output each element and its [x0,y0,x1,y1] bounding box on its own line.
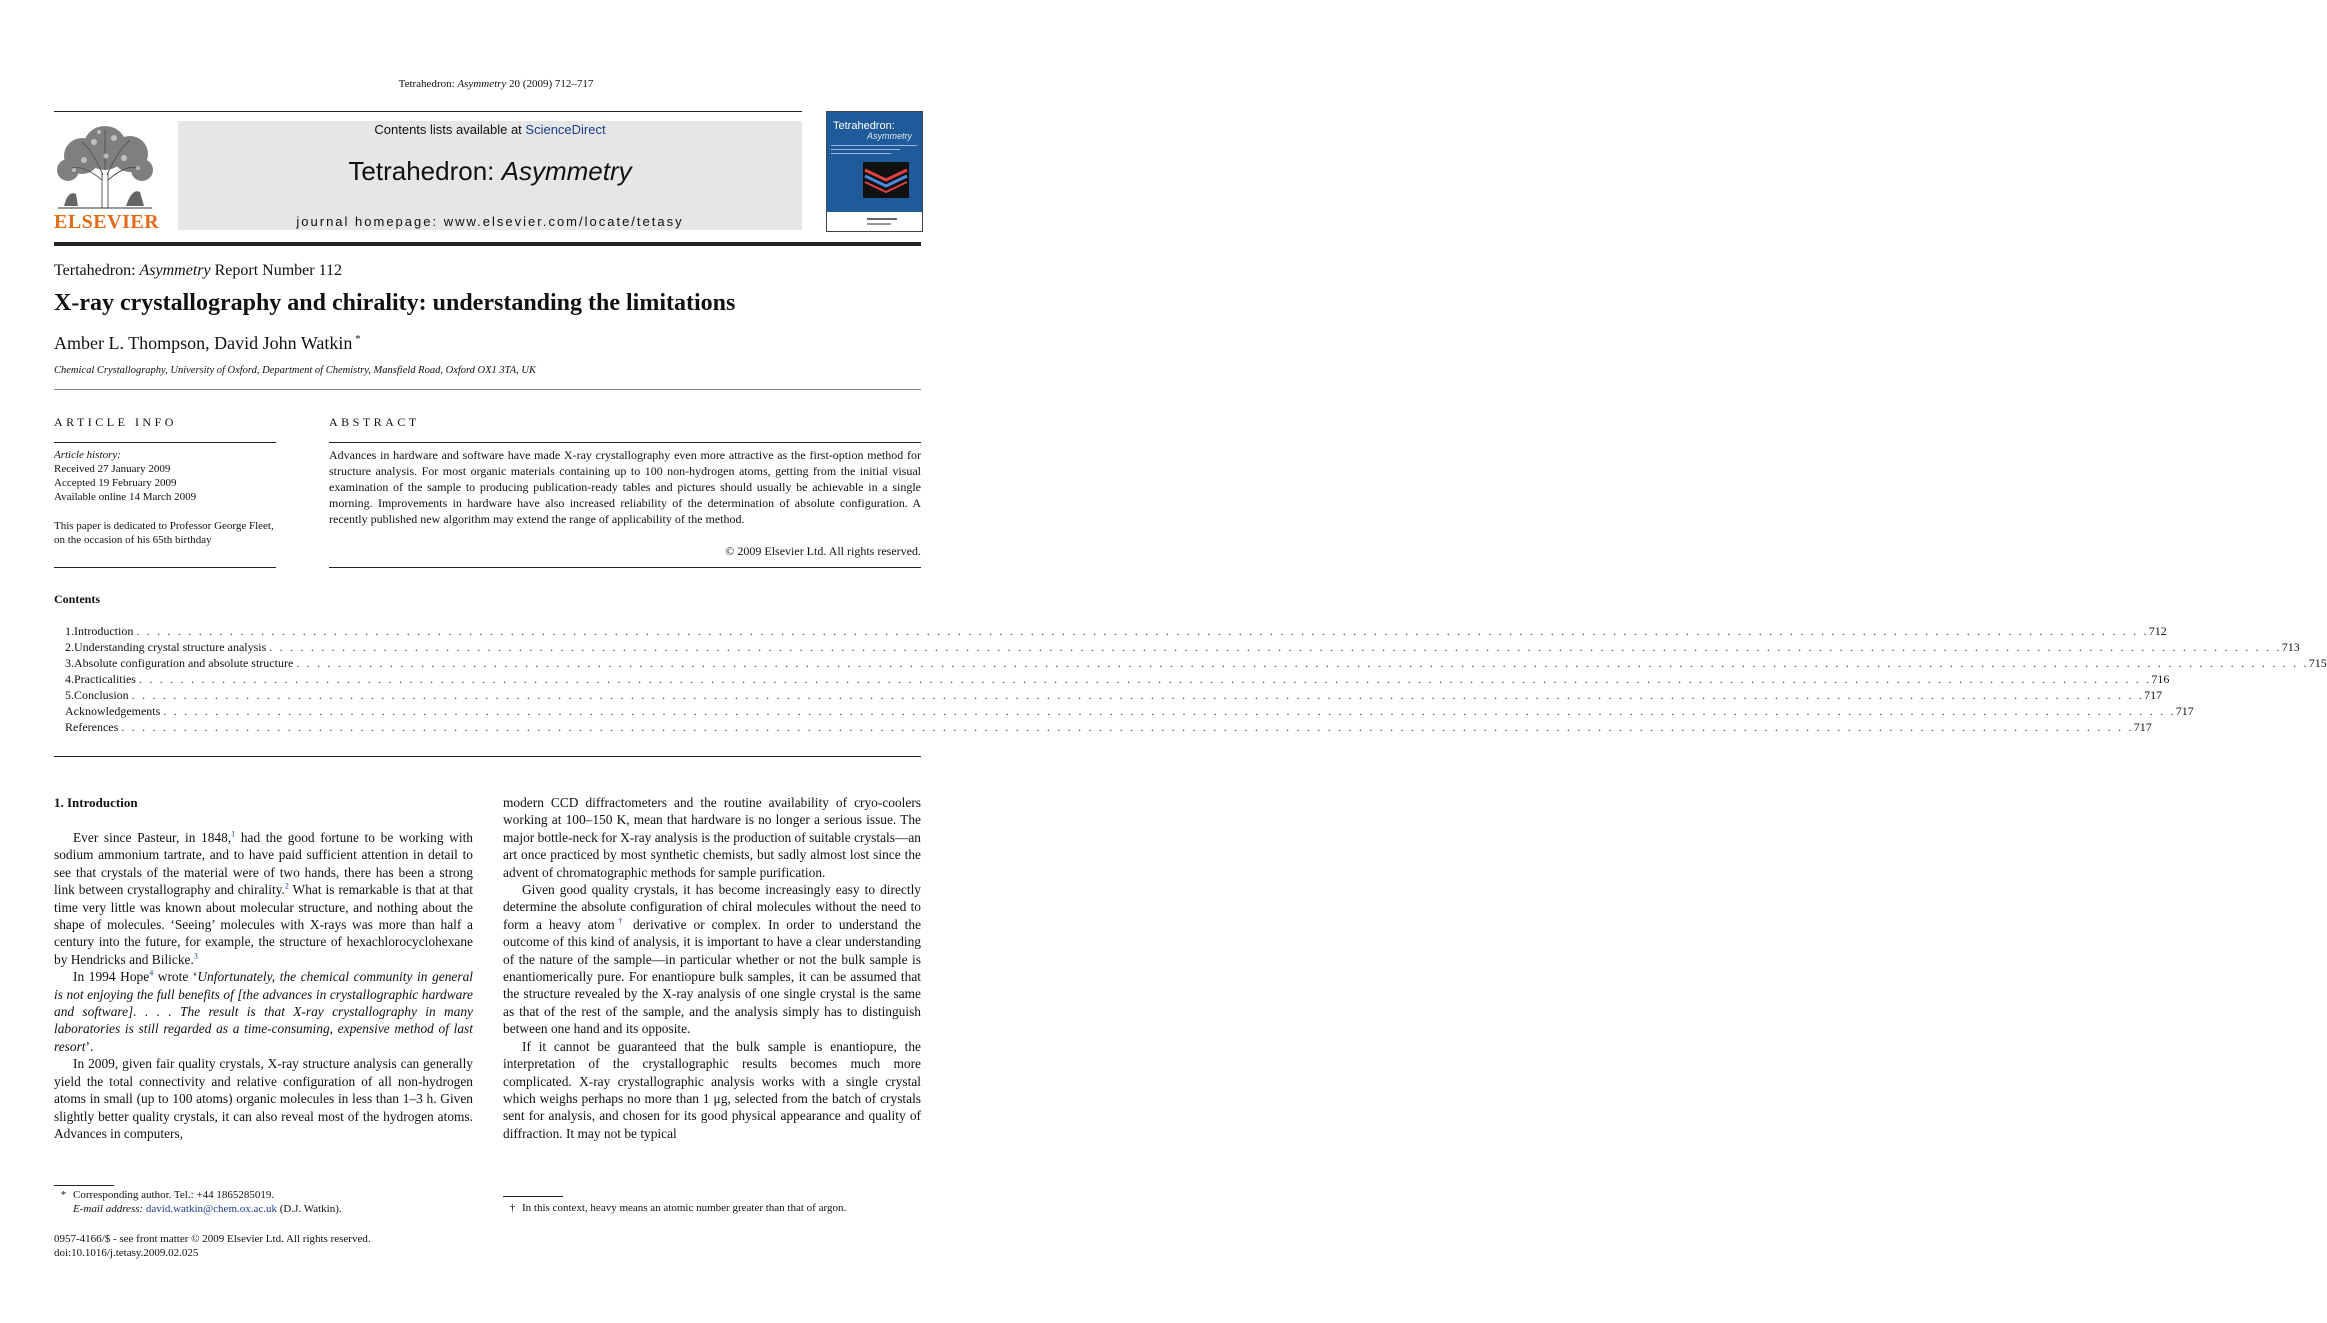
contents-available: Contents lists available at ScienceDirect [374,122,606,137]
front-matter: 0957-4166/$ - see front matter © 2009 Elsevier Ltd. All rights reserved. doi:10.1016/j.tetasy.2009.02.025 [54,1232,473,1260]
toc-entry[interactable]: References . . . . . . . . . . . . . . . . . . . . . . . . . . . . . . . . . . . . . . . . . . . . . . . . . . . . . . . . . . . . . . . . . . . . . . . . . . . . . . . . . . . . . . . . . . . . . . . . . . . . . . . . . . . . . . . . . . . . . . . . . . . . . . . . . . . . . . . . . . . . . . . . . . . . . . . . . . . . . . . . . . . . . . . . . . . . . . . . . . . . . . . . . . . . . . . . . . 717 [65,720,2152,734]
paragraph: If it cannot be guaranteed that the bulk sample is enantiopure, the interpretation of the crystallographic results becomes much more complicated. X-ray crystallographic analysis works with a single crystal which weighs perhaps no more than 1 μg, selected from the batch of crystals sent for analysis, and chosen for its good physical appearance and quality of diffraction. It may not be typical [503,1038,921,1141]
abstract-text: Advances in hardware and software have made X-ray crystallography even more attractive as the first-option method for structure analysis. For most organic materials containing up to 100 non-hydrogen atoms, getting from the initial visual examination of the sample to producing publication-ready tables and pictures should usually be achievable in a single morning. Improvements in hardware have also increased reliability of the determination of absolute configuration. A recently published new algorithm may extend the range of applicability of the method. [329,448,921,526]
cover-image [863,162,909,198]
toc-entry[interactable]: 5. Conclusion . . . . . . . . . . . . . . . . . . . . . . . . . . . . . . . . . . . . . . . . . . . . . . . . . . . . . . . . . . . . . . . . . . . . . . . . . . . . . . . . . . . . . . . . . . . . . . . . . . . . . . . . . . . . . . . . . . . . . . . . . . . . . . . . . . . . . . . . . . . . . . . . . . . . . . . . . . . . . . . . . . . . . . . . . . . . . . . . . . . . . . . . . . . . . . . . . . 717 [65,688,2163,702]
affiliation: Chemical Crystallography, University of Oxford, Department of Chemistry, Mansfield Road, Oxford OX1 3TA, UK [54,365,536,376]
article-info-rule [54,442,276,443]
paragraph: In 2009, given fair quality crystals, X-ray structure analysis can generally yield the total connectivity and relative configuration of all non-hydrogen atoms in small (up to 100 atoms) organic molecules in less than 1–3 h. Given slightly better quality crystals, it can also reveal most of the hydrogen atoms. Advances in computers, [54,1056,473,1141]
footnote-rule-left [54,1185,114,1186]
authors: Amber L. Thompson, David John Watkin * [54,333,361,353]
article-info-bottom-rule [54,567,276,568]
toc-entry[interactable]: 3. Absolute configuration and absolute structure . . . . . . . . . . . . . . . . . . . . . . . . . . . . . . . . . . . . . . . . . . . . . . . . . . . . . . . . . . . . . . . . . . . . . . . . . . . . . . . . . . . . . . . . . . . . . . . . . . . . . . . . . . . . . . . . . . . . . . . . . . . . . . . . . . . . . . . . . . . . . . . . . . . . . . . . . . . . . . . . . . . . . . . . . . . . . . . . . . . . . . . . . . . . . . . . . . 715 [65,656,2327,670]
email-link[interactable]: david.watkin@chem.ox.ac.uk [145,1203,278,1215]
header-top-rule [54,111,802,112]
abstract-rule [329,442,921,443]
toc-entry[interactable]: 2. Understanding crystal structure analysis . . . . . . . . . . . . . . . . . . . . . . . . . . . . . . . . . . . . . . . . . . . . . . . . . . . . . . . . . . . . . . . . . . . . . . . . . . . . . . . . . . . . . . . . . . . . . . . . . . . . . . . . . . . . . . . . . . . . . . . . . . . . . . . . . . . . . . . . . . . . . . . . . . . . . . . . . . . . . . . . . . . . . . . . . . . . . . . . . . . . . . . . . . . . . . . . . . 713 [65,640,2300,654]
contents-bottom-rule [54,756,921,757]
toc-entry[interactable]: 1. Introduction . . . . . . . . . . . . . . . . . . . . . . . . . . . . . . . . . . . . . . . . . . . . . . . . . . . . . . . . . . . . . . . . . . . . . . . . . . . . . . . . . . . . . . . . . . . . . . . . . . . . . . . . . . . . . . . . . . . . . . . . . . . . . . . . . . . . . . . . . . . . . . . . . . . . . . . . . . . . . . . . . . . . . . . . . . . . . . . . . . . . . . . . . . . . . . . . . . 712 [65,624,2167,638]
cover-title: Tetrahedron: [833,120,895,132]
footnote-link[interactable]: † [614,916,626,926]
paragraph: modern CCD diffractometers and the routine availability of cryo-coolers working at 100–150 K, mean that hardware is no longer a serious issue. The major bottle-neck for X-ray analysis is the production of suitable crystals—an art once practiced by most synthetic chemists, but sadly almost lost since the advent of chromatographic methods for sample purification. [503,795,921,880]
journal-title: Tetrahedron: Asymmetry [348,156,632,186]
abstract-copyright: © 2009 Elsevier Ltd. All rights reserved. [725,544,921,558]
paragraph: In 1994 Hope$^4$ wrote ‘Unfortunately, the chemical community in general is not enjoying the full benefits of [the advances in crystallographic hardware and software]. . . . The result is that X-ray crystallography in many laboratories is still regarded as a time-consuming, expensive method of last resort’. [54,968,473,1054]
article-history: Article history: Received 27 January 2009 Accepted 19 February 2009 Available online 14 March 2009 [54,448,276,504]
journal-homepage[interactable]: journal homepage: www.elsevier.com/locate/tetasy [296,214,684,229]
cover-subtitle: Asymmetry [867,131,912,141]
doi[interactable]: doi:10.1016/j.tetasy.2009.02.025 [54,1247,199,1259]
received-date: Received 27 January 2009 [54,463,171,475]
table-of-contents [54,623,2327,735]
running-head: Tetrahedron: Asymmetry 20 (2009) 712–717 [398,78,594,90]
ref-link[interactable]: 4 [149,968,154,978]
toc-heading: Contents [54,592,101,606]
abstract-bottom-rule [329,567,921,568]
article-title: X-ray crystallography and chirality: understanding the limitations [54,290,736,316]
journal-cover-thumbnail [826,111,923,232]
paragraph: Ever since Pasteur, in 1848,$^1$ had the good fortune to be working with sodium ammonium tartrate, and to have paid sufficient attention in detail to see that crystals of the material were of two hands, there has been a strong link between crystallography and chirality.$^2$ What is remarkable is that at that time very little was known about molecular structure, and nothing about the shape of molecules. ‘Seeing’ molecules with X-rays was more than half a century into the future, for example, the structure of hexachlorocyclohexane by Hendricks and Bilicke.$^3$ [54,829,474,967]
section-heading-introduction: 1. Introduction [54,795,138,810]
ref-link[interactable]: 3 [193,951,198,961]
accepted-date: Accepted 19 February 2009 [54,477,177,489]
sciencedirect-link[interactable]: ScienceDirect [525,122,606,137]
article-info-heading: ARTICLE INFO [54,415,177,429]
elsevier-tree-logo [54,120,156,210]
ref-link[interactable]: 2 [284,881,289,891]
online-date: Available online 14 March 2009 [54,491,197,503]
corresponding-author-footnote: * Corresponding author. Tel.: +44 1865285019. E-mail address: david.watkin@chem.ox.ac.uk (D.J. Watkin). [60,1189,342,1215]
right-column [503,794,921,1142]
header-bottom-rule [54,242,921,246]
cover-footer [827,212,922,231]
publisher-name: ELSEVIER [54,211,160,233]
dagger-footnote: † In this context, heavy means an atomic number greater than that of argon. [509,1202,847,1214]
left-column [54,829,473,1142]
ref-link[interactable]: 1 [231,829,236,839]
cover-text-lines [831,142,917,158]
paragraph: Given good quality crystals, it has become increasingly easy to directly determine the absolute configuration of chiral molecules without the need to form a heavy atom† derivative or complex. In order to understand the outcome of this kind of analysis, it is important to have a clear understanding of the nature of the sample—in particular whether or not the bulk sample is enantiomerically pure. For enantiopure bulk samples, it can be assumed that the structure revealed by the X-ray analysis of one single crystal is the same as that of the rest of the sample, and the analysis simply has to distinguish between one hand and its opposite. [503,882,922,1037]
title-bottom-rule [54,389,921,390]
abstract-heading: ABSTRACT [329,415,420,429]
dedication: This paper is dedicated to Professor George Fleet, on the occasion of his 65th birthday [54,520,274,546]
report-number: Tertahedron: Asymmetry Report Number 112 [54,262,342,279]
footnote-rule-right [503,1196,563,1197]
toc-entry[interactable]: Acknowledgements . . . . . . . . . . . . . . . . . . . . . . . . . . . . . . . . . . . . . . . . . . . . . . . . . . . . . . . . . . . . . . . . . . . . . . . . . . . . . . . . . . . . . . . . . . . . . . . . . . . . . . . . . . . . . . . . . . . . . . . . . . . . . . . . . . . . . . . . . . . . . . . . . . . . . . . . . . . . . . . . . . . . . . . . . . . . . . . . . . . . . . . . . . . . . . . . . . 717 [65,704,2194,718]
corresponding-author-mark[interactable]: * [352,333,361,345]
toc-entry[interactable]: 4. Practicalities . . . . . . . . . . . . . . . . . . . . . . . . . . . . . . . . . . . . . . . . . . . . . . . . . . . . . . . . . . . . . . . . . . . . . . . . . . . . . . . . . . . . . . . . . . . . . . . . . . . . . . . . . . . . . . . . . . . . . . . . . . . . . . . . . . . . . . . . . . . . . . . . . . . . . . . . . . . . . . . . . . . . . . . . . . . . . . . . . . . . . . . . . . . . . . . . . . 716 [65,672,2170,686]
